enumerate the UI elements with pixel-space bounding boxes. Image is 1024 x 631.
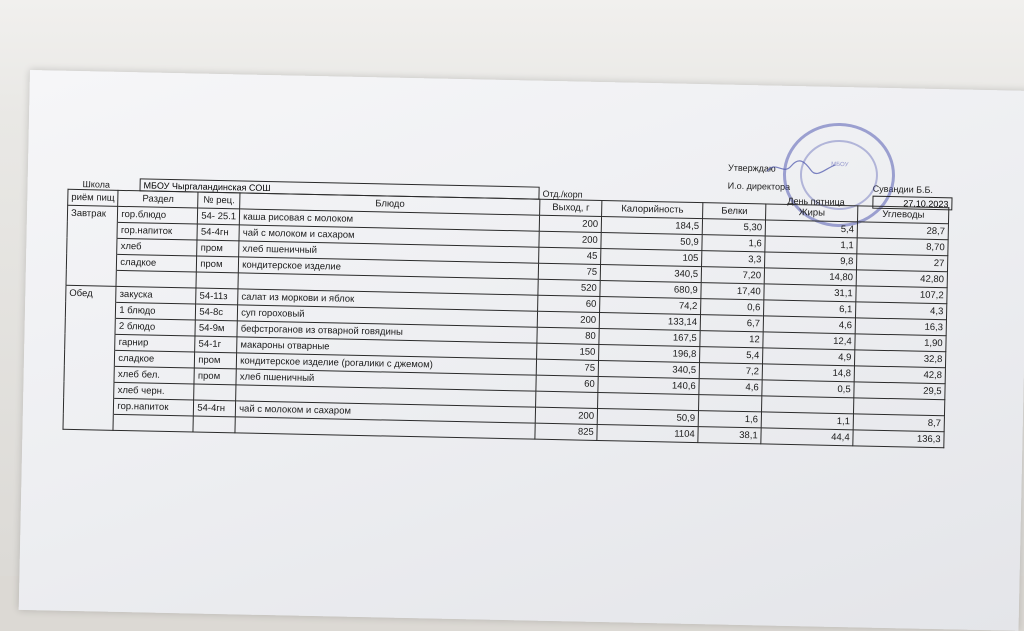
table-cell: 60 xyxy=(536,375,598,392)
table-cell xyxy=(64,381,115,398)
dept-label: Отд./корп xyxy=(542,188,583,200)
col-header: Углеводы xyxy=(858,206,949,224)
table-cell: 4,6 xyxy=(699,379,762,396)
director-label: И.о. директора xyxy=(727,180,791,192)
table-cell: 5,4 xyxy=(765,220,857,238)
day-label: День пятница xyxy=(787,195,845,208)
table-cell xyxy=(194,384,236,401)
table-cell: 0,5 xyxy=(762,380,854,398)
table-cell: 54-9м xyxy=(195,320,237,337)
table-cell: 196,8 xyxy=(599,344,700,362)
col-header: Жиры xyxy=(766,204,858,222)
table-cell: 17,40 xyxy=(701,283,764,300)
table-cell xyxy=(65,333,116,350)
director-name: Сувандии Б.Б. xyxy=(872,183,934,195)
table-cell: гор.напиток xyxy=(114,398,194,416)
col-header: риём пищ xyxy=(68,189,119,206)
table-cell: 60 xyxy=(538,295,600,312)
table-cell: пром xyxy=(194,368,236,385)
table-cell xyxy=(67,221,118,238)
table-cell: гор.блюдо xyxy=(118,206,198,224)
document-page xyxy=(19,70,1024,631)
table-cell: Завтрак xyxy=(67,205,118,222)
table-cell: 31,1 xyxy=(764,284,856,302)
table-cell: 2 блюдо xyxy=(115,318,195,336)
table-cell: 16,3 xyxy=(855,318,946,336)
table-cell: 5,30 xyxy=(702,219,765,236)
table-cell xyxy=(63,397,114,414)
table-cell: макароны отварные xyxy=(237,337,537,359)
table-cell: 520 xyxy=(538,279,600,296)
table-cell: 0,6 xyxy=(701,299,764,316)
table-cell: Обед xyxy=(66,285,117,302)
table-cell: сладкое xyxy=(115,350,195,368)
table-cell xyxy=(64,349,115,366)
table-cell: 6,1 xyxy=(764,300,856,318)
table-cell: пром xyxy=(197,256,239,273)
table-cell: 140,6 xyxy=(598,376,699,394)
table-cell: 44,4 xyxy=(761,428,853,446)
date-value: 27.10.2023 xyxy=(903,198,949,210)
table-cell: 32,8 xyxy=(855,350,946,368)
table-cell: 184,5 xyxy=(601,217,702,235)
table-cell: 8,7 xyxy=(853,414,944,432)
table-cell: 200 xyxy=(539,231,601,248)
table-cell: 133,14 xyxy=(599,312,700,330)
table-cell: бефстроганов из отварной говядины xyxy=(237,321,537,343)
table-cell: 136,3 xyxy=(853,430,944,448)
table-cell: закуска xyxy=(116,286,196,304)
table-cell: хлеб xyxy=(117,238,197,256)
table-cell xyxy=(113,414,193,432)
table-cell: 14,80 xyxy=(764,268,856,286)
table-cell: хлеб пшеничный xyxy=(236,369,536,391)
table-cell: сладкое xyxy=(117,254,197,272)
col-header: Блюдо xyxy=(240,193,540,215)
table-cell: чай с молоком и сахаром xyxy=(239,225,539,247)
table-cell xyxy=(699,395,762,412)
table-cell: салат из моркови и яблок xyxy=(238,289,538,311)
table-cell: 42,80 xyxy=(856,270,947,288)
col-header: № рец. xyxy=(198,192,240,209)
table-cell: 4,6 xyxy=(763,316,855,334)
table-cell xyxy=(116,270,196,288)
table-cell: 150 xyxy=(537,343,599,360)
table-cell: 54-1г xyxy=(195,336,237,353)
table-cell: 75 xyxy=(538,263,600,280)
table-cell: чай с молоком и сахаром xyxy=(235,401,535,423)
table-cell: 5,4 xyxy=(700,347,763,364)
table-cell: 29,5 xyxy=(854,382,945,400)
table-cell: 12 xyxy=(700,331,763,348)
table-cell: 1,1 xyxy=(765,236,857,254)
table-cell: 42,8 xyxy=(854,366,945,384)
table-cell: 1,90 xyxy=(855,334,946,352)
table-cell xyxy=(66,253,117,270)
table-cell: 75 xyxy=(536,359,598,376)
table-cell: 54- 25.1 xyxy=(198,208,240,225)
col-header: Калорийность xyxy=(602,201,703,219)
table-cell: 80 xyxy=(537,327,599,344)
table-cell: 50,9 xyxy=(601,233,702,251)
approve-label: Утверждаю xyxy=(728,162,776,174)
table-cell xyxy=(536,391,598,408)
table-cell: 200 xyxy=(539,215,601,232)
table-cell: 54-11з xyxy=(196,288,238,305)
table-cell: 50,9 xyxy=(597,408,698,426)
stamp-text: МБОУ xyxy=(831,161,849,169)
table-cell xyxy=(196,272,238,289)
col-header: Выход, г xyxy=(540,199,602,216)
table-cell: хлеб черн. xyxy=(114,382,194,400)
table-cell: 3,3 xyxy=(702,251,765,268)
table-cell: хлеб пшеничный xyxy=(239,241,539,263)
table-cell: 200 xyxy=(537,311,599,328)
table-cell: 9,8 xyxy=(765,252,857,270)
table-cell: 340,5 xyxy=(600,264,701,282)
table-cell xyxy=(66,269,117,286)
table-cell: 4,9 xyxy=(763,348,855,366)
table-cell: 167,5 xyxy=(599,328,700,346)
table-cell: пром xyxy=(195,352,237,369)
table-cell xyxy=(854,398,945,416)
table-cell xyxy=(65,301,116,318)
signature xyxy=(765,157,837,179)
table-cell: 1,6 xyxy=(702,235,765,252)
table-cell xyxy=(67,237,118,254)
table-cell: хлеб бел. xyxy=(114,366,194,384)
table-cell xyxy=(762,396,854,414)
table-cell: 107,2 xyxy=(856,286,947,304)
school-label: Школа xyxy=(82,179,111,190)
table-cell: 7,2 xyxy=(699,363,762,380)
table-cell: 27 xyxy=(857,254,948,272)
table-cell: 200 xyxy=(535,407,597,424)
table-cell: 1104 xyxy=(597,424,698,442)
table-cell: 7,20 xyxy=(701,267,764,284)
table-cell: 1,1 xyxy=(761,412,853,430)
table-cell: пром xyxy=(197,240,239,257)
col-header: Раздел xyxy=(118,190,198,208)
table-cell: 340,5 xyxy=(598,360,699,378)
table-cell xyxy=(193,416,235,433)
table-cell: гор.напиток xyxy=(117,222,197,240)
table-cell: 6,7 xyxy=(700,315,763,332)
table-cell: суп гороховый xyxy=(237,305,537,327)
table-cell xyxy=(64,365,115,382)
table-cell: 12,4 xyxy=(763,332,855,350)
school-name: МБОУ Чыргаландинская СОШ xyxy=(143,180,271,194)
table-cell: 8,70 xyxy=(857,238,948,256)
table-cell xyxy=(65,317,116,334)
col-header: Белки xyxy=(703,203,766,220)
table-cell: кондитерское изделие (рогалики с джемом) xyxy=(236,353,536,375)
table-cell xyxy=(63,413,114,430)
table-cell: 54-4гн xyxy=(197,224,239,241)
table-cell: гарнир xyxy=(115,334,195,352)
table-cell: 28,7 xyxy=(857,222,948,240)
table-cell: 45 xyxy=(539,247,601,264)
table-cell: 825 xyxy=(535,423,597,440)
table-cell: 54-8с xyxy=(196,304,238,321)
table-cell: 38,1 xyxy=(698,427,761,444)
menu-table-body xyxy=(63,205,949,447)
table-cell: 1 блюдо xyxy=(116,302,196,320)
table-cell: кондитерское изделие xyxy=(238,257,538,279)
table-cell: 14,8 xyxy=(762,364,854,382)
table-cell: 4,3 xyxy=(856,302,947,320)
table-cell: 680,9 xyxy=(600,280,701,298)
menu-table xyxy=(62,189,949,448)
table-cell: 1,6 xyxy=(698,411,761,428)
table-cell: каша рисовая с молоком xyxy=(239,209,539,231)
table-cell: 54-4гн xyxy=(194,400,236,417)
table-cell: 105 xyxy=(601,248,702,266)
table-cell: 74,2 xyxy=(600,296,701,314)
